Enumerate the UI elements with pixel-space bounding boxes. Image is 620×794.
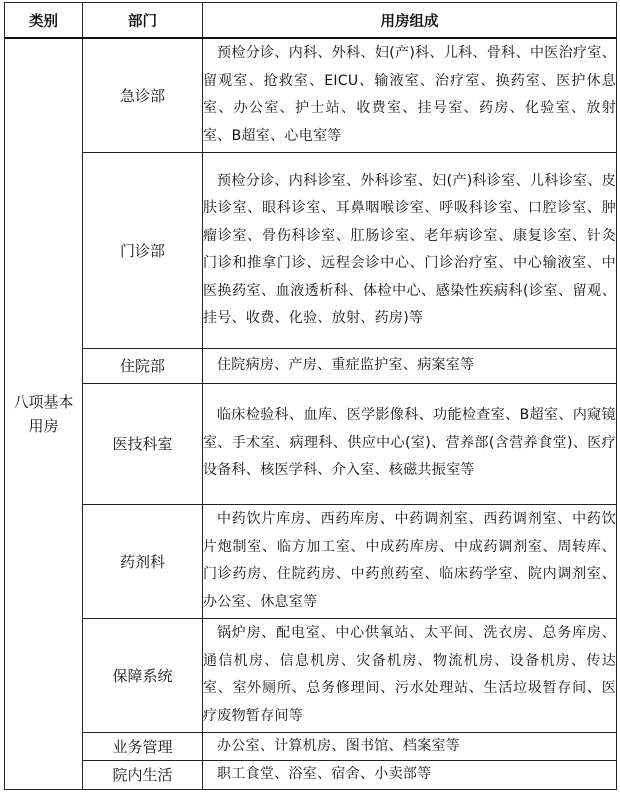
composition-cell xyxy=(203,152,617,348)
composition-text: 住院病房、产房、重症监护室、病案室等 xyxy=(217,356,475,373)
composition-cell xyxy=(203,761,617,790)
table-row xyxy=(5,618,617,732)
composition-cell xyxy=(203,732,617,761)
composition-cell xyxy=(203,504,617,618)
table-row xyxy=(5,504,617,618)
composition-text: 职工食堂、浴室、宿舍、小卖部等 xyxy=(217,766,432,782)
composition-cell xyxy=(203,618,617,732)
department-cell: 医技科室 xyxy=(83,383,203,504)
table-row xyxy=(5,761,617,790)
composition-cell xyxy=(203,348,617,383)
composition-text: 锅炉房、配电室、中心供氧站、太平间、洗衣房、总务库房、通信机房、信息机房、灾备机房、物流机房、设备机房、传达室、室外厕所、总务修理间、污水处理站、生活垃圾暂存间、医疗废物暂存间等 xyxy=(203,625,616,724)
category-label: 八项基本用房 xyxy=(13,392,74,435)
department-cell: 保障系统 xyxy=(83,618,203,732)
composition-cell xyxy=(203,38,617,152)
header-department: 部门 xyxy=(83,3,203,39)
header-category: 类别 xyxy=(5,3,83,39)
department-cell: 急诊部 xyxy=(83,38,203,152)
composition-text: 中药饮片库房、西药库房、中药调剂室、西药调剂室、中药饮片炮制室、临方加工室、中成药库房、中成药调剂室、周转库、门诊药房、住院药房、中药煎药室、临床药学室、院内调剂室、办公室、休息室等 xyxy=(203,511,616,610)
composition-cell xyxy=(203,383,617,504)
department-cell: 门诊部 xyxy=(83,152,203,348)
composition-text: 临床检验科、血库、医学影像科、功能检查室、B超室、内窥镜室、手术室、病理科、供应中心(室)、营养部(含营养食堂)、医疗设备科、核医学科、介入室、核磁共振室等 xyxy=(203,407,616,479)
header-composition: 用房组成 xyxy=(203,3,617,39)
department-cell: 院内生活 xyxy=(83,761,203,790)
composition-text: 办公室、计算机房、图书馆、档案室等 xyxy=(217,737,461,754)
department-cell: 住院部 xyxy=(83,348,203,383)
composition-text: 预检分诊、内科、外科、妇(产)科、儿科、骨科、中医治疗室、留观室、抢救室、EICU、输液室、治疗室、换药室、医护休息室、办公室、护士站、收费室、挂号室、药房、化验室、放射室、B超室、心电室等 xyxy=(203,45,616,144)
table-row xyxy=(5,152,617,348)
header-row xyxy=(5,3,617,39)
table-row xyxy=(5,38,617,152)
table-row xyxy=(5,383,617,504)
category-cell xyxy=(5,38,83,789)
table-row xyxy=(5,732,617,761)
composition-text: 预检分诊、内科诊室、外科诊室、妇(产)科诊室、儿科诊室、皮肤诊室、眼科诊室、耳鼻咽喉诊室、呼吸科诊室、口腔诊室、肿瘤诊室、骨伤科诊室、肛肠诊室、老年病诊室、康复诊室、针灸门诊和推拿门诊、远程会诊中心、门诊治疗室、中心输液室、中医换药室、血液透析科、体检中心、感染性疾病科(诊室、留观、挂号、收费、化验、放射、药房)等 xyxy=(203,172,616,326)
department-cell: 药剂科 xyxy=(83,504,203,618)
department-cell: 业务管理 xyxy=(83,732,203,761)
table-row xyxy=(5,348,617,383)
room-composition-table xyxy=(4,2,617,790)
